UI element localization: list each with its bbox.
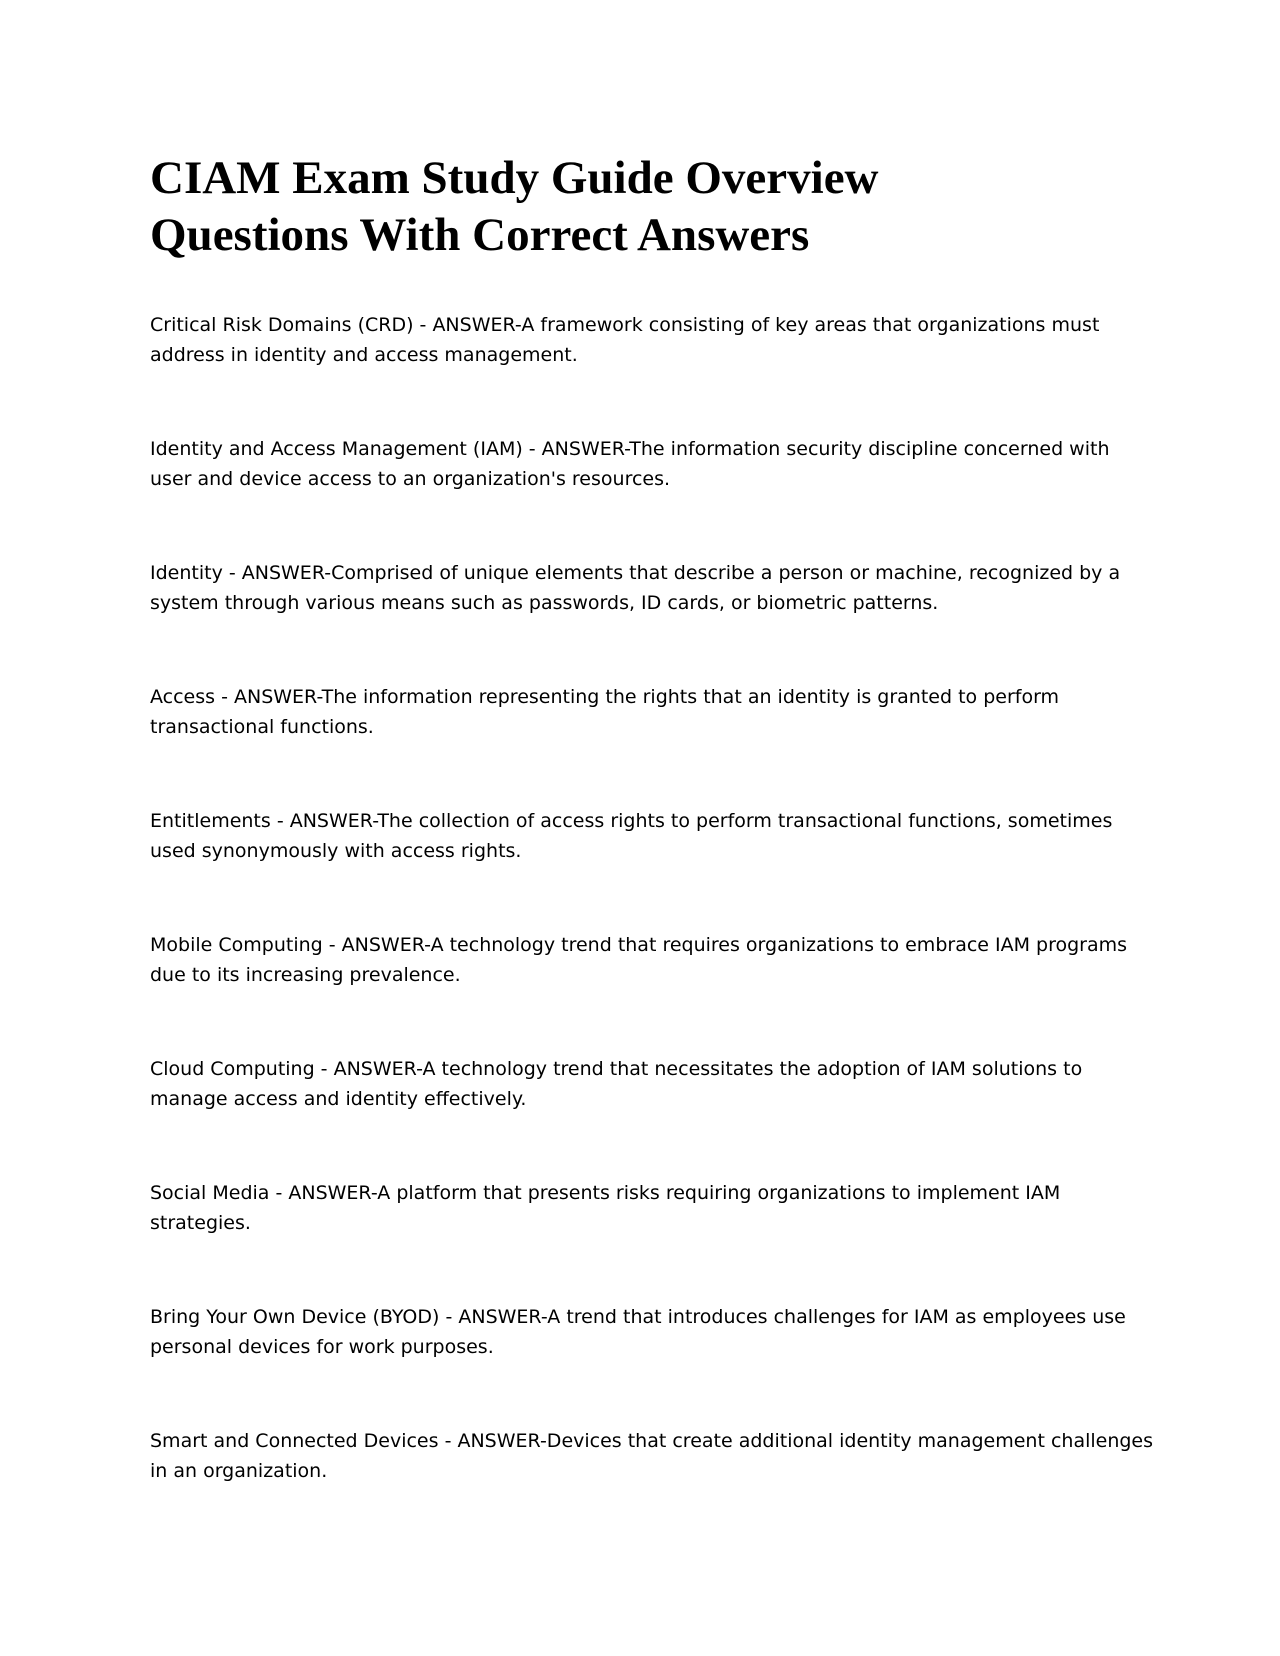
qa-entry <box>150 682 1150 806</box>
qa-entry <box>150 1426 1154 1550</box>
title-line: Questions With Correct Answers <box>150 209 810 261</box>
qa-entry-line: Bring Your Own Device (BYOD) - ANSWER-A trend that introduces challenges for IAM as employees use <box>150 1306 1126 1328</box>
qa-entry-line: Smart and Connected Devices - ANSWER-Devices that create additional identity management challenges <box>150 1430 1154 1452</box>
qa-entry <box>150 806 1150 930</box>
title-line: CIAM Exam Study Guide Overview <box>150 152 879 204</box>
qa-entry-line: system through various means such as passwords, ID cards, or biometric patterns. <box>150 592 939 614</box>
qa-entry-line: manage access and identity effectively. <box>150 1088 527 1110</box>
qa-entry-line: transactional functions. <box>150 716 374 738</box>
document-title <box>150 150 1150 264</box>
qa-entry <box>150 1302 1150 1426</box>
qa-entry-line: address in identity and access management. <box>150 344 578 366</box>
qa-entry <box>150 434 1150 558</box>
qa-entry-line: Entitlements - ANSWER-The collection of access rights to perform transactional functions, sometimes <box>150 810 1113 832</box>
qa-entry <box>150 310 1150 434</box>
qa-entry-line: Identity and Access Management (IAM) - ANSWER-The information security discipline concerned with <box>150 438 1110 460</box>
qa-entry <box>150 1054 1150 1178</box>
qa-entry <box>150 558 1150 682</box>
qa-entry-line: Access - ANSWER-The information representing the rights that an identity is granted to perform <box>150 686 1060 708</box>
qa-entry <box>150 1178 1150 1302</box>
qa-entry-line: Cloud Computing - ANSWER-A technology trend that necessitates the adoption of IAM solutions to <box>150 1058 1083 1080</box>
qa-entry-line: user and device access to an organization's resources. <box>150 468 671 490</box>
qa-entry-line: personal devices for work purposes. <box>150 1336 494 1358</box>
qa-entry-line: Social Media - ANSWER-A platform that presents risks requiring organizations to implement IAM <box>150 1182 1061 1204</box>
qa-list <box>150 310 1154 1550</box>
qa-entry-line: in an organization. <box>150 1460 328 1482</box>
qa-entry-line: Mobile Computing - ANSWER-A technology trend that requires organizations to embrace IAM programs <box>150 934 1128 956</box>
qa-entry-line: Identity - ANSWER-Comprised of unique elements that describe a person or machine, recognized by a <box>150 562 1121 584</box>
qa-entry-line: Critical Risk Domains (CRD) - ANSWER-A framework consisting of key areas that organizations must <box>150 314 1100 336</box>
qa-entry-line: due to its increasing prevalence. <box>150 964 461 986</box>
qa-entry-line: used synonymously with access rights. <box>150 840 522 862</box>
qa-entry <box>150 930 1150 1054</box>
qa-entry-line: strategies. <box>150 1212 251 1234</box>
